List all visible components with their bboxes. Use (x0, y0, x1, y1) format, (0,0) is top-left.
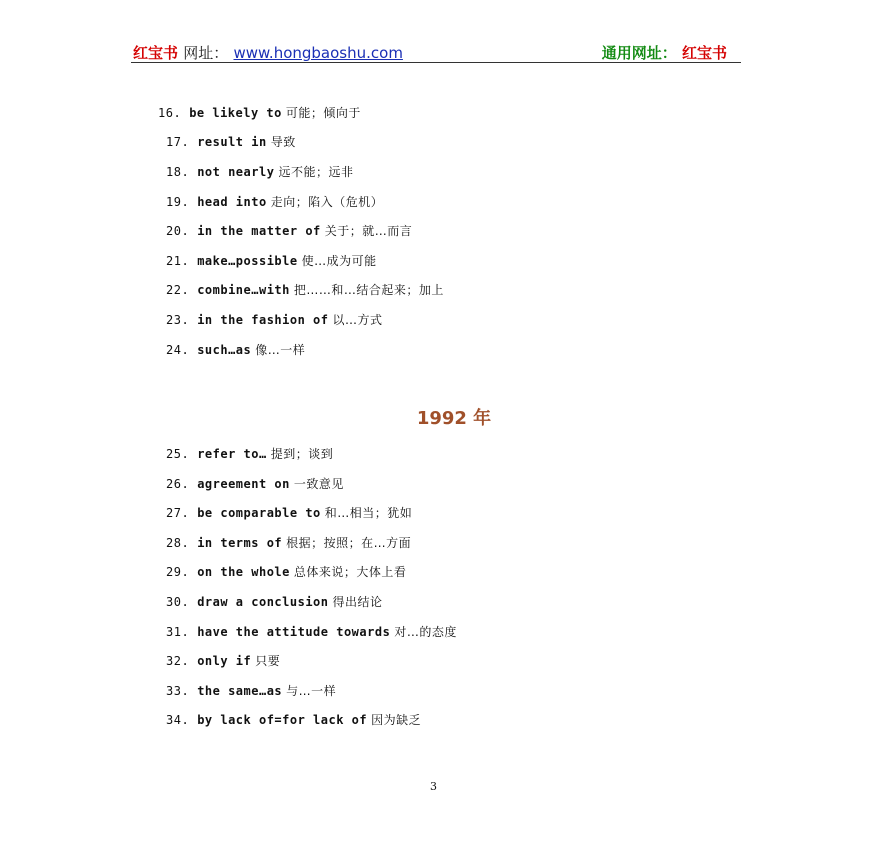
item-meaning: 关于；就…而言 (324, 224, 413, 238)
item-meaning: 总体来说；大体上看 (293, 565, 407, 579)
item-phrase: result in (197, 135, 267, 149)
list-item (166, 593, 383, 610)
list-item (166, 563, 406, 580)
list-item (166, 222, 412, 239)
item-phrase: only if (197, 654, 252, 668)
item-phrase: have the attitude towards (197, 625, 391, 639)
item-number: 16. (158, 106, 182, 120)
item-number: 26. (166, 477, 190, 491)
item-number: 28. (166, 536, 190, 550)
item-meaning: 和…相当；犹如 (324, 506, 413, 520)
item-meaning: 对…的态度 (394, 625, 457, 639)
item-meaning: 把……和…结合起来；加上 (293, 283, 444, 297)
item-phrase: refer to… (197, 447, 267, 461)
item-meaning: 一致意见 (293, 477, 344, 491)
item-meaning: 使…成为可能 (301, 254, 377, 268)
list-item (166, 281, 444, 298)
item-number: 31. (166, 625, 190, 639)
item-phrase: combine…with (197, 283, 290, 297)
item-number: 32. (166, 654, 190, 668)
list-item (166, 133, 296, 150)
item-phrase: in the fashion of (197, 313, 329, 327)
section-title-year: 1992 年 (416, 408, 492, 429)
item-phrase: agreement on (197, 477, 290, 491)
item-number: 33. (166, 684, 190, 698)
item-meaning: 根据；按照；在…方面 (286, 536, 412, 550)
item-number: 17. (166, 135, 190, 149)
item-number: 20. (166, 224, 190, 238)
item-phrase: on the whole (197, 565, 290, 579)
general-url-label: 通用网址： (601, 44, 677, 62)
item-phrase: in the matter of (197, 224, 321, 238)
list-item (166, 341, 305, 358)
item-phrase: draw a conclusion (197, 595, 329, 609)
item-phrase: in terms of (197, 536, 283, 550)
list-item (166, 652, 280, 669)
item-phrase: be comparable to (197, 506, 321, 520)
item-number: 22. (166, 283, 190, 297)
item-number: 25. (166, 447, 190, 461)
item-meaning: 导致 (270, 135, 296, 149)
item-phrase: the same…as (197, 684, 283, 698)
brand-name: 红宝书 (133, 44, 179, 62)
item-phrase: such…as (197, 343, 252, 357)
item-meaning: 可能；倾向于 (285, 106, 361, 120)
item-meaning: 远不能；远非 (278, 165, 354, 179)
item-number: 19. (166, 195, 190, 209)
item-number: 23. (166, 313, 190, 327)
page-header (131, 42, 741, 63)
site-link[interactable]: www.hongbaoshu.com (233, 44, 403, 62)
item-meaning: 像…一样 (255, 343, 306, 357)
item-meaning: 与…一样 (286, 684, 337, 698)
item-phrase: not nearly (197, 165, 275, 179)
item-number: 27. (166, 506, 190, 520)
item-phrase: be likely to (189, 106, 282, 120)
list-item (166, 475, 344, 492)
list-item (166, 534, 411, 551)
list-item (166, 682, 336, 699)
page-number: 3 (430, 780, 437, 793)
header-right (602, 42, 727, 63)
item-meaning: 提到；谈到 (270, 447, 334, 461)
item-phrase: make…possible (197, 254, 298, 268)
general-url-value: 红宝书 (681, 44, 727, 62)
list-item (166, 163, 353, 180)
list-item (166, 504, 412, 521)
list-item (166, 311, 383, 328)
list-item (166, 711, 421, 728)
item-meaning: 以…方式 (332, 313, 383, 327)
list-item (166, 193, 383, 210)
item-number: 21. (166, 254, 190, 268)
header-left (133, 42, 403, 63)
item-number: 34. (166, 713, 190, 727)
item-meaning: 得出结论 (332, 595, 383, 609)
item-meaning: 因为缺乏 (371, 713, 422, 727)
list-item (158, 104, 361, 121)
item-phrase: head into (197, 195, 267, 209)
list-item (166, 623, 457, 640)
item-phrase: by lack of=for lack of (197, 713, 368, 727)
item-meaning: 只要 (255, 654, 281, 668)
list-item (166, 252, 377, 269)
item-number: 30. (166, 595, 190, 609)
item-meaning: 走向；陷入（危机） (270, 195, 384, 209)
url-label: 网址： (183, 44, 229, 62)
item-number: 18. (166, 165, 190, 179)
item-number: 29. (166, 565, 190, 579)
item-number: 24. (166, 343, 190, 357)
list-item (166, 445, 333, 462)
